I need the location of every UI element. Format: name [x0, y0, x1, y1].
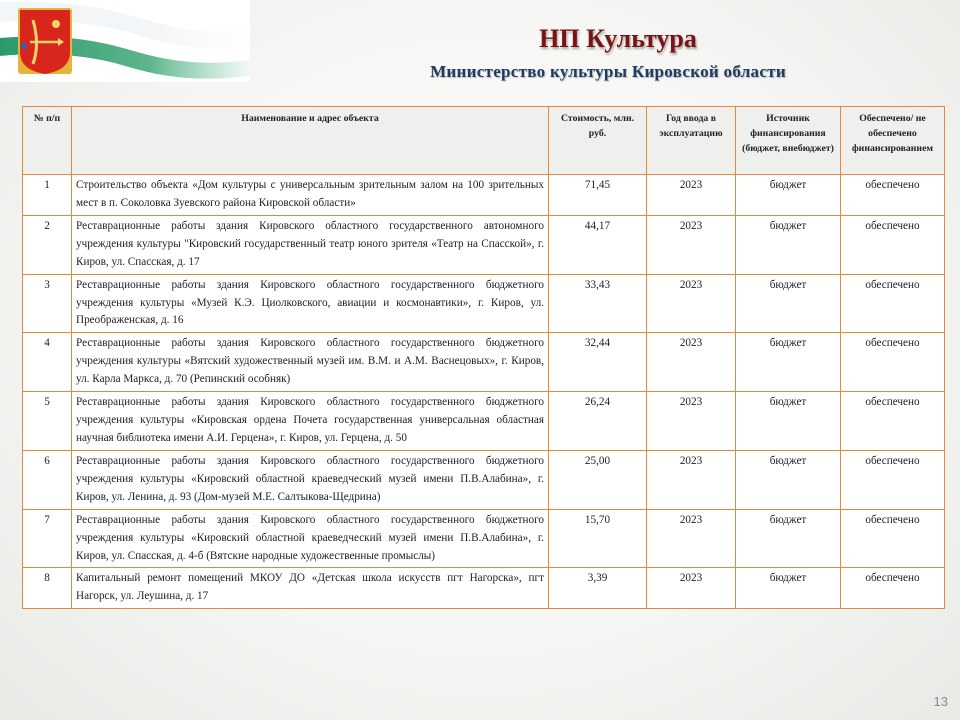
table-row: [23, 175, 945, 216]
page-number: 13: [933, 694, 948, 709]
row-year: 2023: [647, 450, 736, 509]
row-status: обеспечено: [841, 175, 945, 216]
row-source: бюджет: [736, 450, 841, 509]
row-status: обеспечено: [841, 509, 945, 568]
row-num: 7: [23, 509, 72, 568]
row-name: Капитальный ремонт помещений МКОУ ДО «Детская школа искусств пгт Нагорска», пгт Нагорск, ул. Леушина, д. 17: [72, 568, 549, 609]
row-source: бюджет: [736, 274, 841, 333]
row-name: Реставрационные работы здания Кировского областного государственного бюджетного учреждения культуры «Кировская ордена Почета государственная универсальная областная научная библиотека имени А.И. Герцена», г. Киров, ул. Герцена, д. 50: [72, 392, 549, 451]
row-name: Реставрационные работы здания Кировского областного государственного бюджетного учреждения культуры «Кировский областной краеведческий музей имени П.В.Алабина», г. Киров, ул. Спасская, д. 4-б (Вятские народные художественные промыслы): [72, 509, 549, 568]
row-year: 2023: [647, 175, 736, 216]
row-year: 2023: [647, 568, 736, 609]
row-year: 2023: [647, 215, 736, 274]
header-source: Источник финансирования (бюджет, внебюджет): [736, 107, 841, 175]
row-status: обеспечено: [841, 333, 945, 392]
table-row: [23, 215, 945, 274]
header-num: № п/п: [23, 107, 72, 175]
row-num: 1: [23, 175, 72, 216]
header-year: Год ввода в эксплуатацию: [647, 107, 736, 175]
table-row: [23, 509, 945, 568]
table-row: [23, 450, 945, 509]
page-subtitle: Министерство культуры Кировской области: [430, 62, 786, 81]
row-status: обеспечено: [841, 568, 945, 609]
row-cost: 26,24: [549, 392, 647, 451]
page-title: НП Культура: [539, 24, 697, 53]
row-cost: 25,00: [549, 450, 647, 509]
row-num: 3: [23, 274, 72, 333]
row-source: бюджет: [736, 509, 841, 568]
table-row: [23, 568, 945, 609]
row-cost: 33,43: [549, 274, 647, 333]
header-status: Обеспечено/ не обеспечено финансированием: [841, 107, 945, 175]
table-row: [23, 392, 945, 451]
row-status: обеспечено: [841, 450, 945, 509]
row-status: обеспечено: [841, 274, 945, 333]
row-cost: 32,44: [549, 333, 647, 392]
table-row: [23, 333, 945, 392]
row-cost: 44,17: [549, 215, 647, 274]
header-name: Наименование и адрес объекта: [72, 107, 549, 175]
row-status: обеспечено: [841, 392, 945, 451]
row-source: бюджет: [736, 568, 841, 609]
row-year: 2023: [647, 392, 736, 451]
row-year: 2023: [647, 509, 736, 568]
row-source: бюджет: [736, 333, 841, 392]
projects-table: [22, 106, 945, 609]
table-row: [23, 274, 945, 333]
row-cost: 71,45: [549, 175, 647, 216]
row-source: бюджет: [736, 215, 841, 274]
row-status: обеспечено: [841, 215, 945, 274]
row-name: Строительство объекта «Дом культуры с универсальным зрительным залом на 100 зрительных мест в п. Соколовка Зуевского района Кировской области»: [72, 175, 549, 216]
row-num: 8: [23, 568, 72, 609]
row-num: 5: [23, 392, 72, 451]
row-year: 2023: [647, 333, 736, 392]
row-num: 2: [23, 215, 72, 274]
row-cost: 3,39: [549, 568, 647, 609]
row-source: бюджет: [736, 175, 841, 216]
row-name: Реставрационные работы здания Кировского областного государственного бюджетного учреждения культуры «Музей К.Э. Циолковского, авиации и космонавтики», г. Киров, ул. Преображенская, д. 16: [72, 274, 549, 333]
row-source: бюджет: [736, 392, 841, 451]
table-header-row: [23, 107, 945, 175]
row-name: Реставрационные работы здания Кировского областного государственного бюджетного учреждения культуры «Кировский областной краеведческий музей имени П.В.Алабина», г. Киров, ул. Ленина, д. 93 (Дом-музей М.Е. Салтыкова-Щедрина): [72, 450, 549, 509]
row-name: Реставрационные работы здания Кировского областного государственного бюджетного учреждения культуры «Вятский художественный музей им. В.М. и А.М. Васнецовых», г. Киров, ул. Карла Маркса, д. 70 (Репинский особняк): [72, 333, 549, 392]
header-cost: Стоимость, млн. руб.: [549, 107, 647, 175]
row-name: Реставрационные работы здания Кировского областного государственного автономного учреждения культуры "Кировский государственный театр юного зрителя «Театр на Спасской», г. Киров, ул. Спасская, д. 17: [72, 215, 549, 274]
row-num: 4: [23, 333, 72, 392]
row-year: 2023: [647, 274, 736, 333]
row-cost: 15,70: [549, 509, 647, 568]
row-num: 6: [23, 450, 72, 509]
